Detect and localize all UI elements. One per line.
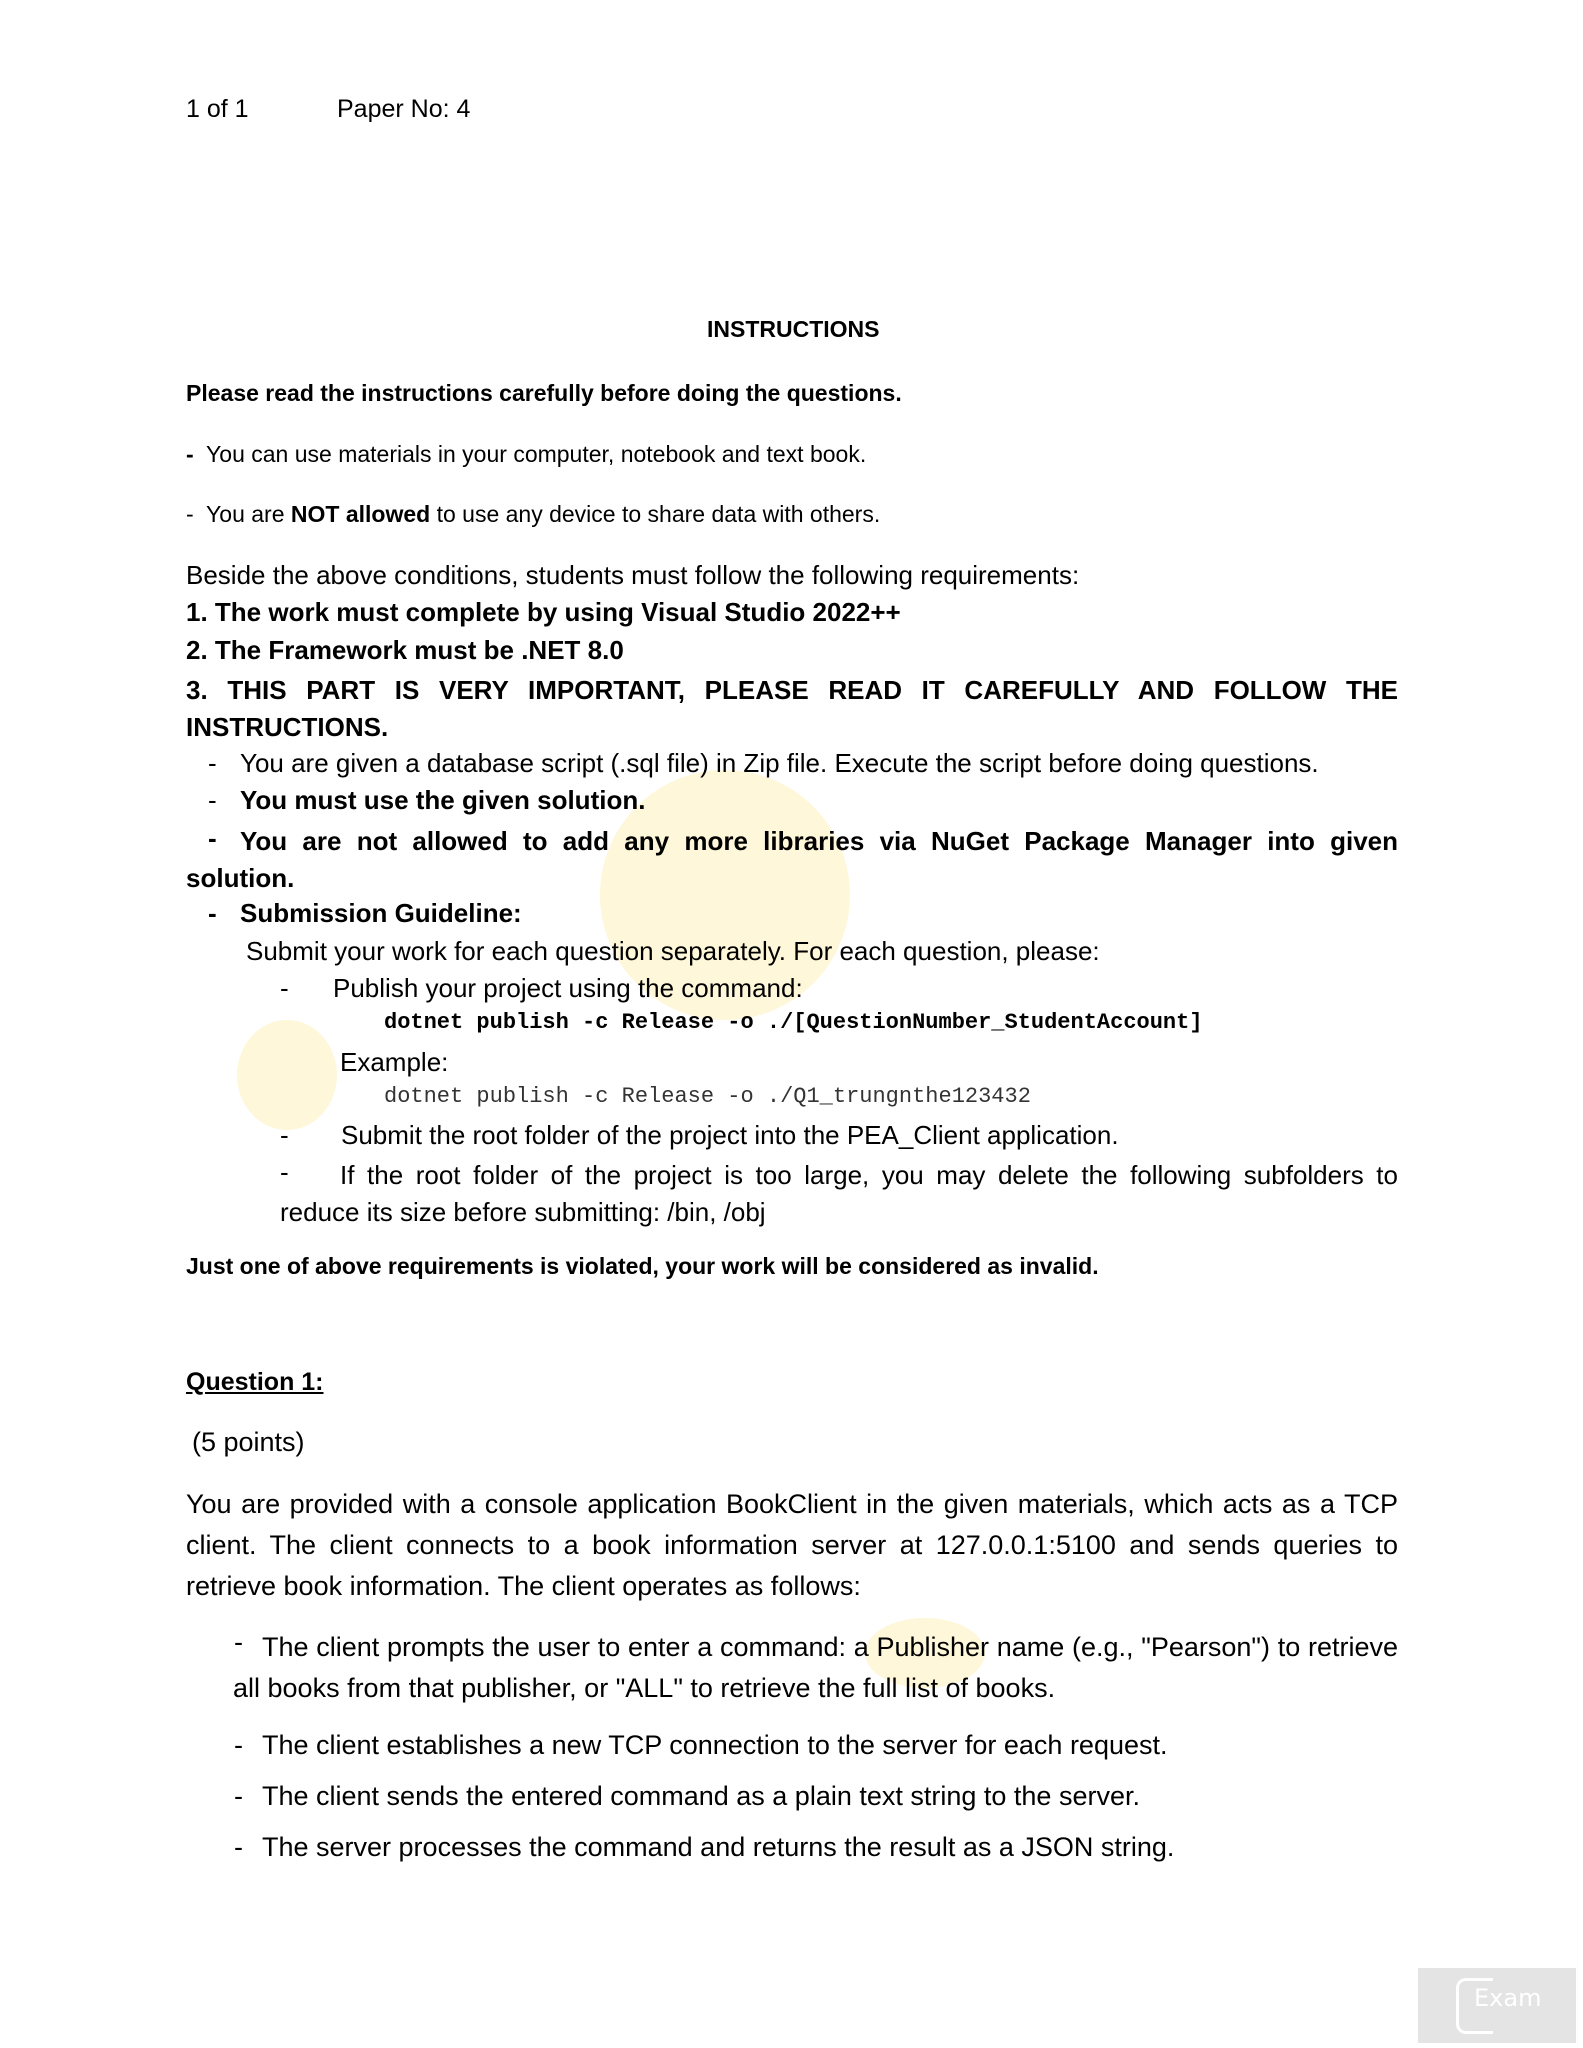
question-1-bullet-1: The client prompts the user to enter a command: a Publisher name (e.g., "Pearson") to retrieve all books from that publisher, or "ALL" to retrieve the full list of books. — [233, 1632, 1398, 1703]
sub-dash-1: - — [208, 748, 217, 778]
question-1-bullet-2: The client establishes a new TCP connection to the server for each request. — [262, 1730, 1168, 1760]
bullet-dash-1: - — [234, 1627, 243, 1657]
watermark-logo-small — [237, 1020, 337, 1130]
submit-root-dash: - — [280, 1120, 289, 1150]
question-1-title: Question 1: — [186, 1368, 324, 1396]
exam-logo — [1418, 1968, 1576, 2043]
requirement-3: 3. THIS PART IS VERY IMPORTANT, PLEASE READ IT CAREFULLY AND FOLLOW THE INSTRUCTIONS. — [186, 675, 1398, 742]
sub-no-libraries: You are not allowed to add any more libraries via NuGet Package Manager into given solution. — [186, 826, 1398, 893]
question-1-points: (5 points) — [192, 1427, 305, 1457]
page-number: 1 of 1 — [186, 95, 249, 123]
instructions-intro: Please read the instructions carefully before doing the questions. — [186, 380, 902, 406]
logo-text: Exam — [1474, 1984, 1542, 2012]
sub-dash-4: - — [208, 898, 217, 928]
submit-separately: Submit your work for each question separately. For each question, please: — [246, 936, 1100, 966]
dash: - — [186, 441, 194, 467]
bullet-dash-2: - — [234, 1730, 243, 1760]
bullet-dash-3: - — [234, 1781, 243, 1811]
rule-materials-text: You can use materials in your computer, notebook and text book. — [206, 441, 867, 467]
rule-materials — [186, 441, 866, 468]
rule-no-sharing — [186, 501, 880, 528]
large-folder-note: If the root folder of the project is too large, you may delete the following subfolders to reduce its size before submitting: /bin, /obj — [280, 1160, 1398, 1227]
paper-number: Paper No: 4 — [337, 95, 471, 123]
requirement-1: 1. The work must complete by using Visual Studio 2022++ — [186, 597, 901, 627]
sub-dash-3: - — [208, 823, 217, 853]
large-folder-dash: - — [280, 1157, 289, 1187]
requirement-2: 2. The Framework must be .NET 8.0 — [186, 635, 624, 665]
rule-no-sharing-pre: You are — [206, 501, 291, 527]
example-label: Example: — [340, 1047, 449, 1077]
beside-conditions: Beside the above conditions, students must follow the following requirements: — [186, 560, 1080, 590]
publish-instruction: Publish your project using the command: — [333, 973, 803, 1003]
question-1-description: You are provided with a console application BookClient in the given materials, which acts as a TCP client. The client connects to a book information server at 127.0.0.1:5100 and sends queries to retrieve book information. The client operates as follows: — [186, 1489, 1398, 1601]
example-command: dotnet publish -c Release -o ./Q1_trungnthe123432 — [384, 1084, 1031, 1109]
question-1-bullet-4: The server processes the command and returns the result as a JSON string. — [262, 1832, 1175, 1862]
instructions-title: INSTRUCTIONS — [707, 316, 880, 342]
sub-given-solution: You must use the given solution. — [240, 785, 646, 815]
submit-root-folder: Submit the root folder of the project into the PEA_Client application. — [341, 1120, 1119, 1150]
rule-no-sharing-post: to use any device to share data with others. — [430, 501, 881, 527]
publish-command: dotnet publish -c Release -o ./[QuestionNumber_StudentAccount] — [384, 1010, 1203, 1035]
dash: - — [186, 501, 194, 527]
question-1-bullet-3: The client sends the entered command as a plain text string to the server. — [262, 1781, 1140, 1811]
rule-no-sharing-bold: NOT allowed — [290, 501, 431, 527]
bullet-dash-4: - — [234, 1832, 243, 1862]
sub-dash-2: - — [208, 785, 217, 815]
submission-guideline: Submission Guideline: — [240, 898, 522, 928]
publish-dash: - — [280, 973, 289, 1003]
violation-warning: Just one of above requirements is violated, your work will be considered as invalid. — [186, 1253, 1099, 1279]
sub-database-script: You are given a database script (.sql file) in Zip file. Execute the script before doing questions. — [240, 748, 1319, 778]
